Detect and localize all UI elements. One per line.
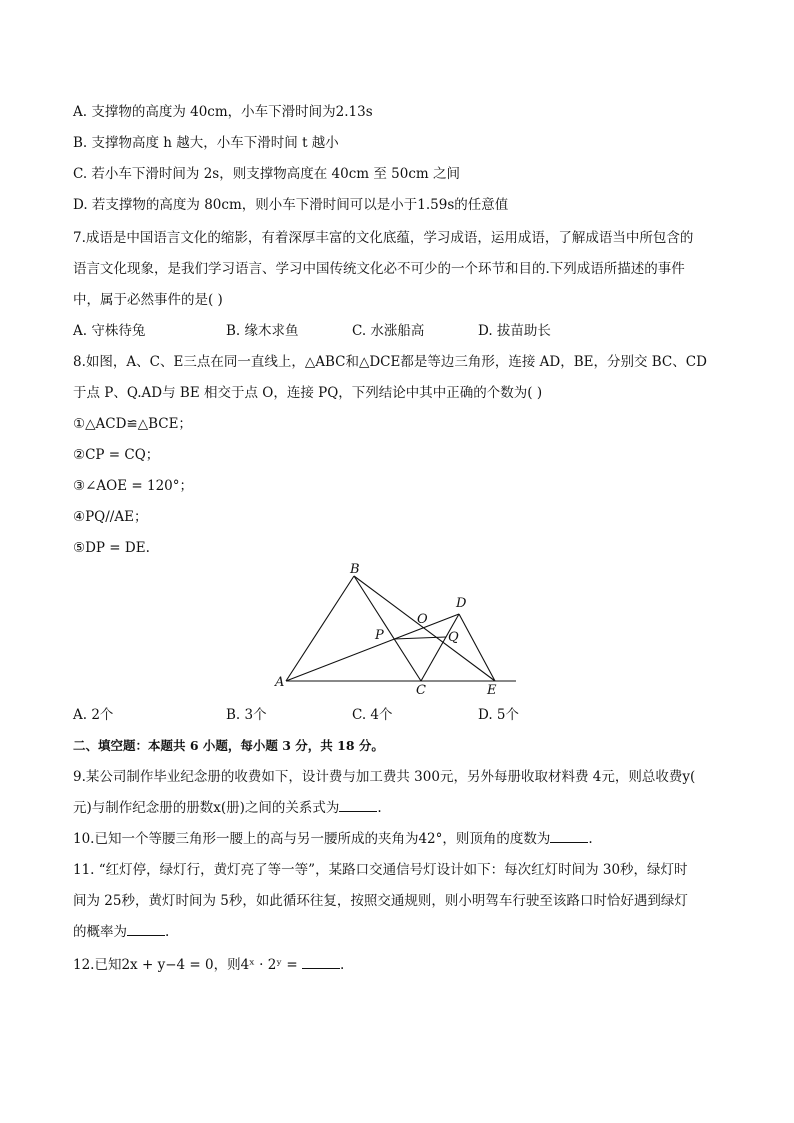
q6-option-b: B. 支撑物高度 h 越大，小车下滑时间 t 越小 <box>73 135 339 151</box>
q10-text: 10.已知一个等腰三角形一腰上的高与另一腰所成的夹角为42°，则顶角的度数为 <box>73 831 551 847</box>
label-a: A <box>275 675 285 690</box>
q11-tail: . <box>165 924 170 940</box>
q7-text-line2: 语言文化现象，是我们学习语言、学习中国传统文化必不可少的一个环节和目的.下列成语所描述的事件 <box>73 261 685 277</box>
q8-statement-2: ②CP = CQ； <box>73 447 160 463</box>
q11-answer-blank <box>127 923 165 936</box>
q11-text-line2: 间为 25秒，黄灯时间为 5秒，如此循环往复，按照交通规则，则小明驾车行驶至该路口时恰好遇到绿灯 <box>73 893 688 909</box>
q6-option-a: A. 支撑物的高度为 40cm，小车下滑时间为2.13s <box>73 104 373 120</box>
q7-text-line3: 中，属于必然事件的是( ) <box>73 292 223 308</box>
q8-option-c: C. 4个 <box>352 707 393 723</box>
q11-text: 的概率为 <box>73 924 127 940</box>
q11-text-line1: 11. “红灯停，绿灯行，黄灯亮了等一等”，某路口交通信号灯设计如下：每次红灯时间为 30秒，绿灯时 <box>73 862 688 878</box>
label-q: Q <box>448 630 459 645</box>
q7-text-line1: 7.成语是中国语言文化的缩影，有着深厚丰富的文化底蕴，学习成语，运用成语，了解成语当中所包含的 <box>73 230 694 246</box>
q7-option-d: D. 拔苗助长 <box>478 323 551 339</box>
q8-statement-5: ⑤DP = DE. <box>73 540 150 556</box>
segment-de <box>459 614 495 681</box>
q7-option-a: A. 守株待兔 <box>73 323 146 339</box>
segment-ab <box>286 576 354 681</box>
q8-statement-1: ①△ACD≌△BCE； <box>73 416 192 432</box>
q8-option-d: D. 5个 <box>478 707 520 723</box>
label-p: P <box>375 628 384 643</box>
segment-ad <box>286 614 459 681</box>
q6-option-c: C. 若小车下滑时间为 2s，则支撑物高度在 40cm 至 50cm 之间 <box>73 166 460 182</box>
q6-option-d: D. 若支撑物的高度为 80cm，则小车下滑时间可以是小于1.59s的任意值 <box>73 197 509 213</box>
label-d: D <box>456 596 467 611</box>
q10-answer-blank <box>550 830 588 843</box>
q12-tail: . <box>339 957 345 973</box>
q8-text-line1: 8.如图，A、C、E三点在同一直线上，△ABC和△DCE都是等边三角形，连接 AD，BE，分别交 BC、CD <box>73 354 707 370</box>
segment-bc <box>354 576 421 681</box>
q8-statement-4: ④PQ//AE； <box>73 509 148 525</box>
label-c: C <box>416 683 426 696</box>
q9-text: 元)与制作纪念册的册数x(册)之间的关系式为 <box>73 800 340 816</box>
q9-tail: . <box>377 800 382 816</box>
q8-option-b: B. 3个 <box>226 707 267 723</box>
q7-option-c: C. 水涨船高 <box>352 323 425 339</box>
q9-text-line2 <box>73 799 382 817</box>
q9-text-line1: 9.某公司制作毕业纪念册的收费如下，设计费与加工费共 300元，另外每册收取材料费 4元，则总收费y( <box>73 769 696 785</box>
q8-geometry-figure <box>270 560 522 696</box>
q11-text-line3 <box>73 923 169 941</box>
label-b: B <box>350 562 360 577</box>
q8-option-a: A. 2个 <box>73 707 114 723</box>
q10-tail: . <box>588 831 593 847</box>
q12-line <box>73 956 344 974</box>
q12-answer-blank <box>302 956 340 969</box>
q8-statement-3: ③∠AOE = 120°； <box>73 478 193 494</box>
q8-text-line2: 于点 P、Q.AD与 BE 相交于点 O，连接 PQ，下列结论中其中正确的个数为( ) <box>73 385 543 401</box>
q10-line <box>73 830 593 848</box>
q7-option-b: B. 缘木求鱼 <box>226 323 299 339</box>
section-heading-fill-in: 二、填空题：本题共 6 小题，每小题 3 分，共 18 分。 <box>73 738 384 753</box>
q9-answer-blank <box>339 799 377 812</box>
label-o: O <box>417 612 428 627</box>
q12-text: 12.已知2x + y−4 = 0，则4ˣ · 2ʸ = <box>73 957 302 973</box>
label-e: E <box>487 683 497 696</box>
